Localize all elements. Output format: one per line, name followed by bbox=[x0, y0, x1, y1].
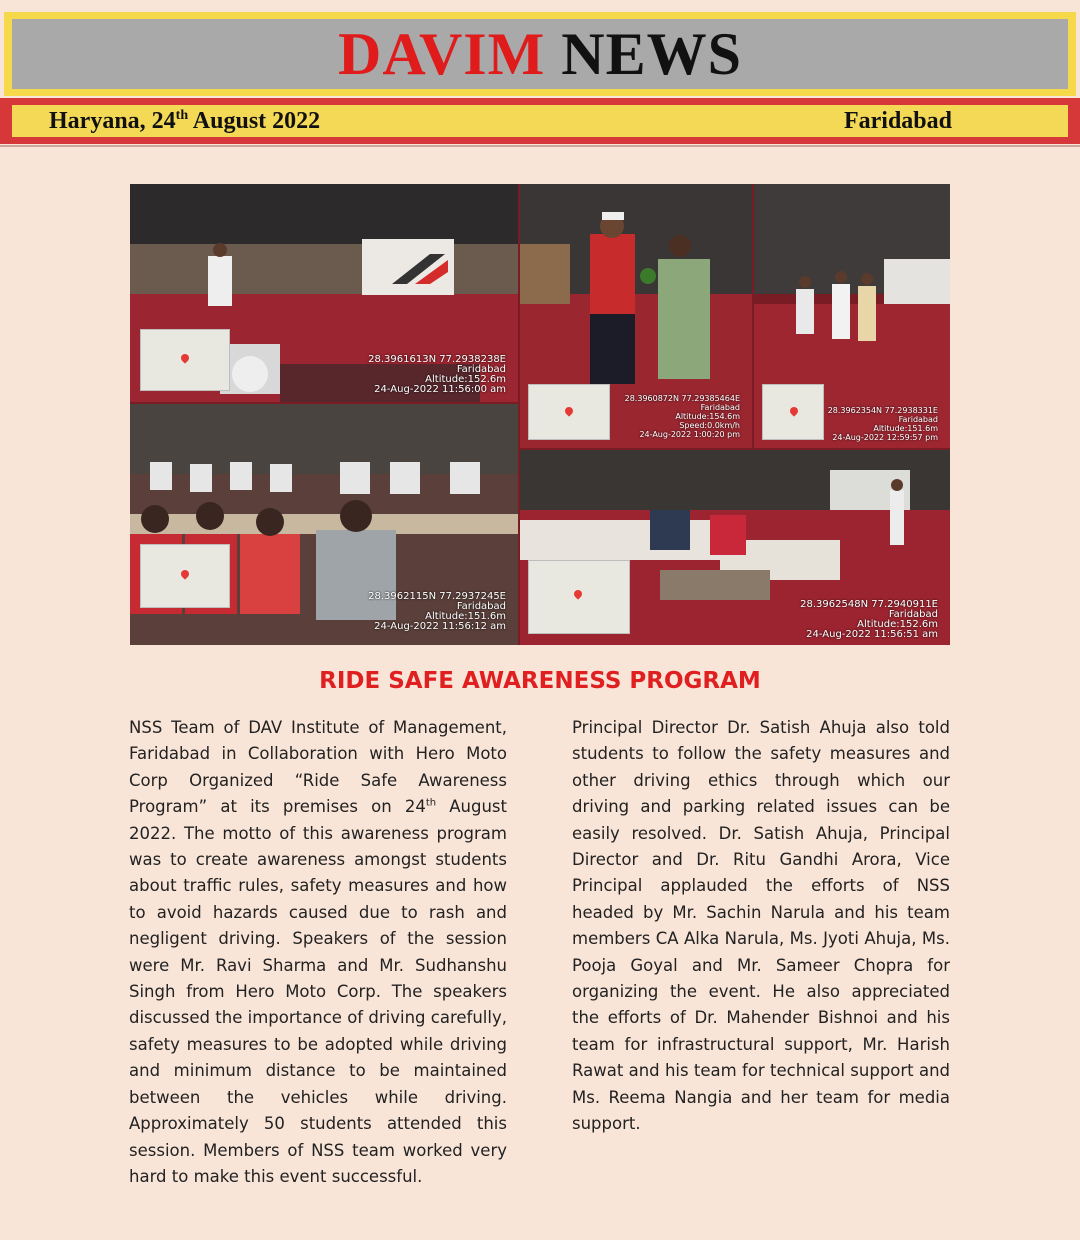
geo-line: 28.3962115N 77.2937245E bbox=[368, 591, 506, 602]
date-prefix: Haryana, 24 bbox=[49, 108, 176, 134]
map-thumbnail bbox=[140, 544, 230, 608]
geo-line: Faridabad bbox=[456, 364, 506, 375]
geo-line: 24-Aug-2022 11:56:51 am bbox=[806, 629, 938, 640]
header-divider bbox=[0, 145, 1080, 147]
map-thumbnail bbox=[528, 384, 610, 440]
masthead-banner bbox=[12, 19, 1068, 89]
geo-line: Altitude:151.6m bbox=[873, 424, 938, 433]
photo-students bbox=[130, 404, 518, 645]
geo-line: 28.3962354N 77.2938331E bbox=[827, 406, 938, 415]
geo-line: Faridabad bbox=[888, 609, 938, 620]
photo-seminar-hall bbox=[130, 184, 518, 402]
article-headline: RIDE SAFE AWARENESS PROGRAM bbox=[319, 668, 761, 694]
dateline-inner bbox=[12, 105, 1068, 137]
geo-line: 24-Aug-2022 1:00:20 pm bbox=[639, 430, 740, 439]
title-davim: DAVIM bbox=[338, 21, 546, 87]
geo-stamp-4 bbox=[368, 592, 506, 632]
map-thumbnail bbox=[762, 384, 824, 440]
geo-line: 28.3961613N 77.2938238E bbox=[368, 354, 506, 365]
geo-stamp-5 bbox=[800, 600, 938, 640]
photo-lounge bbox=[520, 450, 950, 645]
masthead bbox=[4, 12, 1076, 96]
geo-line: Altitude:152.6m bbox=[425, 374, 506, 385]
dateline-city: Faridabad bbox=[843, 108, 952, 134]
geo-stamp-3 bbox=[828, 406, 938, 442]
dateline-bar bbox=[0, 98, 1080, 144]
title-news: NEWS bbox=[561, 21, 742, 87]
geo-line: Faridabad bbox=[456, 601, 506, 612]
geo-line: Faridabad bbox=[700, 403, 740, 412]
geo-line: Faridabad bbox=[898, 415, 938, 424]
geo-line: Altitude:151.6m bbox=[425, 611, 506, 622]
geo-line: 28.3962548N 77.2940911E bbox=[800, 599, 938, 610]
geo-stamp-2 bbox=[625, 394, 740, 439]
geo-line: 28.3960872N 77.29385464E bbox=[624, 394, 740, 403]
date-sup: th bbox=[175, 108, 189, 123]
photo-collage bbox=[130, 184, 950, 645]
left-text-a: NSS Team of DAV Institute of Management, Faridabad in Collaboration with Hero Moto Corp Organized “Ride Safe Awareness Program” at its premises on 24 bbox=[129, 718, 507, 817]
geo-line: Altitude:154.6m bbox=[675, 412, 740, 421]
photo-group bbox=[754, 184, 950, 448]
map-thumbnail bbox=[528, 560, 630, 634]
left-text-sup: th bbox=[425, 797, 437, 809]
geo-line: Altitude:152.6m bbox=[857, 619, 938, 630]
geo-line: 24-Aug-2022 11:56:00 am bbox=[374, 384, 506, 395]
article-column-right: Principal Director Dr. Satish Ahuja also told students to follow the safety measures and other driving ethics through which our driving and parking related issues can be easily resolved. Dr. Satish Ahuja, Principal Director and Dr. Ritu Gandhi Arora, Vice Principal applauded the efforts of NSS headed by Mr. Sachin Narula and his team members CA Alka Narula, Ms. Jyoti Ahuja, Ms. Pooja Goyal and Mr. Sameer Chopra for organizing the event. He also appreciated the efforts of Dr. Mahender Bishnoi and his team for infrastructural support, Mr. Harish Rawat and his team for technical support and Ms. Reema Nangia and her team for media support. bbox=[572, 718, 950, 1134]
geo-stamp-1 bbox=[368, 355, 506, 395]
map-thumbnail bbox=[140, 329, 230, 391]
dateline-date bbox=[49, 105, 320, 137]
date-suffix: August 2022 bbox=[188, 108, 321, 134]
geo-line: Speed:0.0km/h bbox=[679, 421, 740, 430]
left-text-b: August 2022. The motto of this awareness program was to create awareness amongst students about traffic rules, safety measures and how to avoid hazards caused due to rash and negligent driving. Speakers of the session were Mr. Ravi Sharma and Mr. Sudhanshu Singh from Hero Moto Corp. The speakers discussed the importance of driving carefully, safety measures to be adopted while driving and minimum distance to be maintained between the vehicles while driving. Approximately 50 students attended this session. Members of NSS team worked very hard to make this event successful. bbox=[129, 797, 507, 1186]
geo-line: 24-Aug-2022 11:56:12 am bbox=[374, 621, 506, 632]
newspaper-title bbox=[12, 19, 1068, 89]
photo-felicitation bbox=[520, 184, 752, 448]
geo-line: 24-Aug-2022 12:59:57 pm bbox=[832, 433, 938, 442]
article-column-left bbox=[129, 715, 507, 1190]
